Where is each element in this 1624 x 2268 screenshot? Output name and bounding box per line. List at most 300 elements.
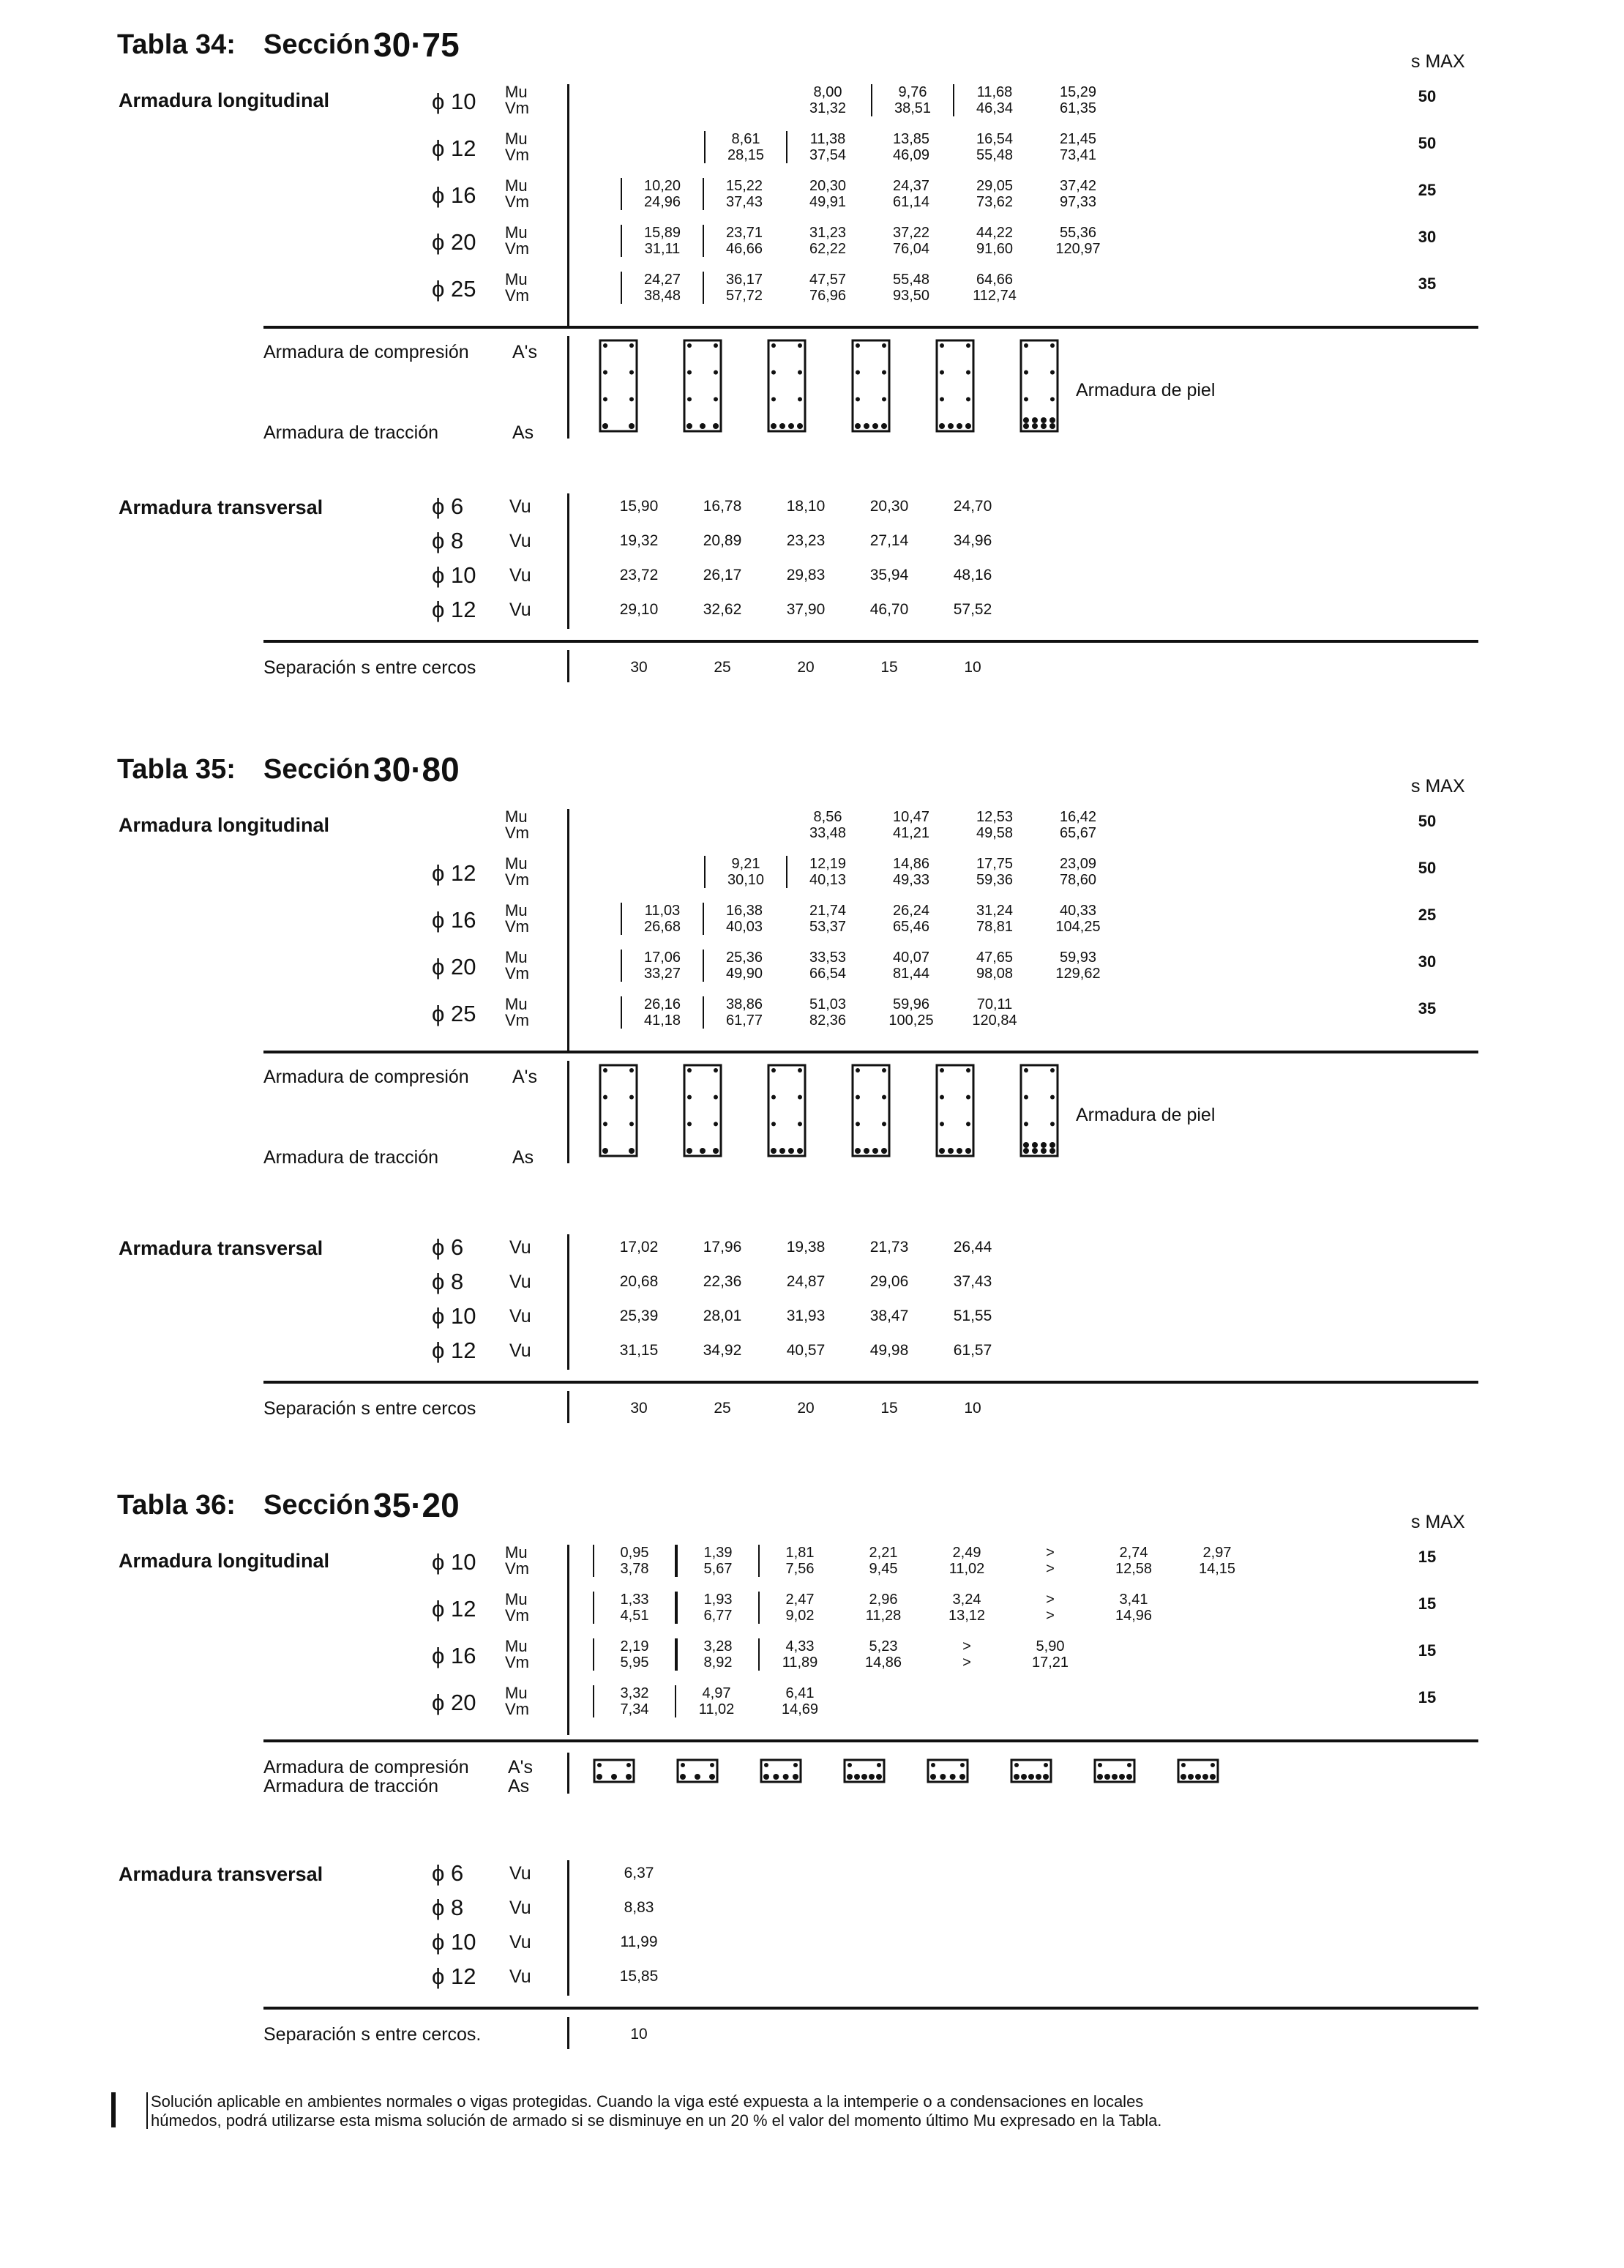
vm-value: 30,10 — [704, 872, 787, 888]
traction-symbol: As — [512, 1147, 534, 1168]
vu-value: 61,57 — [953, 1342, 992, 1359]
vm-value: 76,96 — [809, 288, 847, 304]
vu-value: 6,37 — [624, 1865, 654, 1881]
vu-value: 51,55 — [953, 1308, 992, 1324]
mu-value: 20,30 — [809, 178, 847, 194]
mu-value: 16,38 — [725, 903, 763, 919]
phi-label: ϕ 6 — [432, 1860, 464, 1886]
separation-label: Separación s entre cercos — [263, 657, 476, 678]
vm-value: 78,81 — [976, 919, 1014, 935]
vm-value: 17,21 — [1031, 1655, 1069, 1671]
section-label: Sección — [263, 1490, 370, 1521]
vm-value: 9,45 — [869, 1561, 898, 1577]
cross-section-icon — [599, 1064, 638, 1157]
cross-section-icon — [683, 339, 722, 433]
smax-value: 50 — [1418, 134, 1437, 152]
mu-value: 38,86 — [725, 996, 763, 1012]
vm-value: 38,51 — [871, 100, 954, 116]
vu-label: Vu — [509, 1932, 531, 1952]
mu-value: 47,57 — [809, 272, 847, 288]
vm-value: 97,33 — [1059, 194, 1097, 210]
column-rule — [567, 650, 569, 682]
mu-value: 23,09 — [1059, 856, 1097, 872]
phi-label: ϕ 16 — [432, 1643, 476, 1668]
vu-value: 37,90 — [786, 601, 826, 618]
mu-value: 47,65 — [976, 950, 1014, 966]
mu-label: Mu — [505, 83, 528, 101]
vm-value: 9,02 — [785, 1608, 815, 1624]
column-rule — [567, 1061, 569, 1163]
mu-value: 21,74 — [809, 903, 847, 919]
phi-label: ϕ 10 — [432, 1929, 476, 1955]
compression-symbol: A's — [512, 1067, 537, 1087]
vu-value: 19,32 — [619, 532, 659, 549]
vm-value: 24,96 — [621, 194, 704, 210]
vu-label: Vu — [509, 1966, 531, 1987]
vu-label: Vu — [509, 565, 531, 586]
mu-value: 2,21 — [869, 1545, 898, 1561]
phi-label: ϕ 10 — [432, 1549, 476, 1575]
mu-value: 40,33 — [1059, 903, 1097, 919]
mu-label: Mu — [505, 1684, 528, 1702]
column-rule — [567, 1234, 569, 1370]
vu-value: 34,92 — [703, 1342, 742, 1359]
vm-value: > — [1046, 1608, 1055, 1624]
mu-value: 37,22 — [892, 225, 930, 241]
phi-label: ϕ 8 — [432, 528, 464, 553]
vu-value: 32,62 — [703, 601, 742, 618]
phi-label: ϕ 16 — [432, 182, 476, 208]
vm-value: 66,54 — [809, 966, 847, 982]
phi-label: ϕ 10 — [432, 562, 476, 588]
smax-label: s MAX — [1411, 51, 1465, 72]
phi-label: ϕ 12 — [432, 597, 476, 622]
vm-value: 11,89 — [782, 1655, 818, 1671]
separation-value: 15 — [880, 659, 898, 676]
mu-value: 9,21 — [704, 856, 787, 872]
mu-value: > — [1046, 1545, 1055, 1561]
mu-label: Mu — [505, 130, 528, 148]
vu-value: 40,57 — [786, 1342, 826, 1359]
mu-label: Mu — [505, 807, 528, 826]
vm-value: 11,02 — [948, 1561, 985, 1577]
vm-value: 11,28 — [865, 1608, 902, 1624]
vm-value: 46,34 — [976, 100, 1014, 116]
vm-value: 65,46 — [892, 919, 930, 935]
vm-value: 129,62 — [1055, 966, 1101, 982]
mu-value: 25,36 — [725, 950, 763, 966]
mu-value: 1,33 — [593, 1592, 676, 1608]
cross-section-icon — [599, 339, 638, 433]
mu-value: 37,42 — [1059, 178, 1097, 194]
vm-value: 100,25 — [888, 1012, 934, 1029]
vm-value: 61,77 — [725, 1012, 763, 1029]
traction-symbol: As — [508, 1776, 530, 1797]
vu-value: 26,44 — [953, 1239, 992, 1256]
mu-value: 8,56 — [813, 809, 842, 825]
separation-value: 20 — [797, 1400, 815, 1417]
vu-value: 11,99 — [620, 1933, 658, 1950]
column-rule — [567, 1753, 569, 1794]
vm-value: 62,22 — [809, 241, 847, 257]
vm-value: 28,15 — [704, 147, 787, 163]
phi-label: ϕ 16 — [432, 907, 476, 933]
cross-section-icon — [927, 1758, 969, 1783]
phi-label: ϕ 12 — [432, 1596, 476, 1622]
cross-section-icon — [676, 1758, 719, 1783]
vm-value: 49,58 — [976, 825, 1014, 841]
vm-label: Vm — [505, 1011, 529, 1029]
smax-value: 35 — [1418, 275, 1437, 293]
cross-section-icon — [760, 1758, 802, 1783]
vu-value: 31,93 — [786, 1308, 826, 1324]
column-rule — [567, 809, 569, 1051]
vu-label: Vu — [509, 1340, 531, 1361]
column-rule — [567, 1860, 569, 1996]
vu-value: 8,83 — [624, 1899, 654, 1916]
vu-value: 20,30 — [869, 498, 909, 515]
mu-label: Mu — [505, 854, 528, 873]
separation-value: 10 — [964, 1400, 981, 1417]
mu-value: 3,41 — [1119, 1592, 1148, 1608]
mu-value: 33,53 — [809, 950, 847, 966]
vu-value: 19,38 — [786, 1239, 826, 1256]
trans-label: Armadura transversal — [119, 496, 323, 518]
mu-label: Mu — [505, 1637, 528, 1655]
mu-value: 2,74 — [1119, 1545, 1148, 1561]
cross-section-icon — [1019, 339, 1059, 433]
mu-value: 5,23 — [869, 1638, 898, 1655]
vu-label: Vu — [509, 496, 531, 517]
mu-value: 3,32 — [593, 1685, 676, 1701]
smax-value: 30 — [1418, 228, 1437, 246]
vu-value: 17,96 — [703, 1239, 742, 1256]
vu-value: 21,73 — [869, 1239, 909, 1256]
vm-value: 78,60 — [1059, 872, 1097, 888]
vu-label: Vu — [509, 600, 531, 620]
vm-value: 8,92 — [676, 1655, 760, 1671]
vm-value: > — [962, 1655, 971, 1671]
vu-value: 37,43 — [953, 1273, 992, 1290]
vu-value: 15,85 — [619, 1968, 659, 1985]
vu-label: Vu — [509, 1898, 531, 1918]
vm-value: 3,78 — [593, 1561, 676, 1577]
smax-value: 50 — [1418, 812, 1437, 830]
vu-value: 25,39 — [619, 1308, 659, 1324]
mu-value: 59,96 — [892, 996, 930, 1012]
cross-section-icon — [935, 1064, 975, 1157]
separation-value: 30 — [630, 1400, 648, 1417]
cross-section-icon — [1019, 1064, 1059, 1157]
vm-label: Vm — [505, 1653, 529, 1671]
vu-value: 27,14 — [869, 532, 909, 549]
vu-value: 26,17 — [703, 567, 742, 583]
vm-value: 26,68 — [621, 919, 704, 935]
mu-value: 51,03 — [809, 996, 847, 1012]
vm-value: 6,77 — [676, 1608, 760, 1624]
vm-value: 53,37 — [809, 919, 847, 935]
mu-label: Mu — [505, 223, 528, 242]
vu-value: 20,68 — [619, 1273, 659, 1290]
vm-label: Vm — [505, 964, 529, 982]
mu-value: 1,81 — [785, 1545, 815, 1561]
vm-value: 120,84 — [972, 1012, 1017, 1029]
mu-value: 2,97 — [1202, 1545, 1232, 1561]
separation-value: 10 — [964, 659, 981, 676]
vm-label: Vm — [505, 99, 529, 117]
vm-value: 37,54 — [809, 147, 847, 163]
mu-value: 8,61 — [704, 131, 787, 147]
vm-value: 81,44 — [892, 966, 930, 982]
mu-value: 12,53 — [976, 809, 1014, 825]
column-rule — [567, 2017, 569, 2049]
mu-value: 15,89 — [621, 225, 704, 241]
smax-value: 30 — [1418, 952, 1437, 971]
vm-value: 76,04 — [892, 241, 930, 257]
table-title: Tabla 34: — [117, 29, 236, 60]
vm-value: 59,36 — [976, 872, 1014, 888]
separation-label: Separación s entre cercos. — [263, 2024, 482, 2045]
section-rule — [263, 1381, 1478, 1384]
separation-value: 25 — [714, 659, 731, 676]
mu-value: 31,24 — [976, 903, 1014, 919]
vm-value: 46,66 — [725, 241, 763, 257]
compression-symbol: A's — [512, 342, 537, 362]
vm-value: 13,12 — [948, 1608, 986, 1624]
vm-value: 73,41 — [1059, 147, 1097, 163]
mu-value: 2,49 — [952, 1545, 981, 1561]
vm-value: 91,60 — [976, 241, 1014, 257]
vm-value: 7,56 — [785, 1561, 815, 1577]
smax-value: 25 — [1418, 181, 1437, 199]
vu-label: Vu — [509, 1306, 531, 1327]
compression-label: Armadura de compresión — [263, 342, 469, 362]
mu-value: > — [1046, 1592, 1055, 1608]
vm-label: Vm — [505, 824, 529, 842]
separation-label: Separación s entre cercos — [263, 1398, 476, 1419]
column-rule — [567, 1545, 569, 1735]
mu-value: 31,23 — [809, 225, 847, 241]
section-value: 30·80 — [373, 750, 460, 788]
vu-label: Vu — [509, 1863, 531, 1884]
mu-value: 8,00 — [813, 84, 842, 100]
vm-value: 82,36 — [809, 1012, 847, 1029]
vu-value: 31,15 — [619, 1342, 659, 1359]
vm-value: 98,08 — [976, 966, 1014, 982]
mu-value: 59,93 — [1059, 950, 1097, 966]
vm-value: 93,50 — [892, 288, 930, 304]
mu-value: > — [962, 1638, 971, 1655]
vm-label: Vm — [505, 1606, 529, 1624]
vm-value: 40,13 — [809, 872, 847, 888]
mu-value: 4,97 — [702, 1685, 731, 1701]
mu-label: Mu — [505, 176, 528, 195]
section-label: Sección — [263, 754, 370, 785]
traction-symbol: As — [512, 422, 534, 443]
vu-value: 16,78 — [703, 498, 742, 515]
mu-value: 2,19 — [593, 1638, 676, 1655]
phi-label: ϕ 25 — [432, 276, 476, 302]
vm-value: 14,86 — [864, 1655, 902, 1671]
vm-value: 11,02 — [698, 1701, 735, 1717]
smax-value: 15 — [1418, 1548, 1437, 1566]
separation-value: 10 — [630, 2026, 648, 2043]
mu-value: 23,71 — [725, 225, 763, 241]
vu-value: 20,89 — [703, 532, 742, 549]
vu-value: 22,36 — [703, 1273, 742, 1290]
vm-value: 37,43 — [725, 194, 763, 210]
vu-value: 29,06 — [869, 1273, 909, 1290]
vm-value: 14,15 — [1198, 1561, 1236, 1577]
vu-value: 29,10 — [619, 601, 659, 618]
phi-label: ϕ 10 — [432, 1303, 476, 1329]
compression-symbol: A's — [508, 1757, 533, 1778]
column-rule — [567, 1391, 569, 1423]
mu-value: 2,96 — [869, 1592, 898, 1608]
vm-value: 57,72 — [725, 288, 763, 304]
column-rule — [567, 84, 569, 326]
vu-value: 17,02 — [619, 1239, 659, 1256]
vu-value: 18,10 — [786, 498, 826, 515]
vm-value: 38,48 — [621, 288, 704, 304]
vu-value: 46,70 — [869, 601, 909, 618]
mu-value: 64,66 — [976, 272, 1014, 288]
phi-label: ϕ 25 — [432, 1001, 476, 1026]
smax-value: 25 — [1418, 906, 1437, 924]
vm-value: 49,91 — [809, 194, 847, 210]
cross-section-icon — [767, 1064, 807, 1157]
mu-value: 3,24 — [952, 1592, 981, 1608]
vm-label: Vm — [505, 1700, 529, 1718]
vm-label: Vm — [505, 917, 529, 936]
phi-label: ϕ 6 — [432, 1234, 464, 1260]
vu-value: 35,94 — [869, 567, 909, 583]
vu-value: 15,90 — [619, 498, 659, 515]
separation-value: 25 — [714, 1400, 731, 1417]
long-label: Armadura longitudinal — [119, 1550, 330, 1572]
vm-value: 41,21 — [892, 825, 930, 841]
traction-label: Armadura de tracción — [263, 1147, 439, 1168]
trans-label: Armadura transversal — [119, 1237, 323, 1259]
section-rule — [263, 2007, 1478, 2010]
compression-label: Armadura de compresión — [263, 1757, 469, 1778]
phi-label: ϕ 12 — [432, 1338, 476, 1363]
mu-value: 9,76 — [871, 84, 954, 100]
trans-label: Armadura transversal — [119, 1863, 323, 1885]
mu-value: 70,11 — [976, 996, 1013, 1012]
smax-value: 35 — [1418, 999, 1437, 1018]
cross-section-icon — [593, 1758, 635, 1783]
section-rule — [263, 1739, 1478, 1742]
vu-value: 38,47 — [869, 1308, 909, 1324]
vm-value: 14,96 — [1115, 1608, 1153, 1624]
footnote-rule — [146, 2092, 148, 2129]
cross-section-icon — [851, 1064, 891, 1157]
mu-value: 24,27 — [621, 272, 704, 288]
mu-value: 4,33 — [785, 1638, 815, 1655]
phi-label: ϕ 6 — [432, 493, 464, 519]
column-rule — [567, 336, 569, 439]
mu-label: Mu — [505, 270, 528, 288]
long-label: Armadura longitudinal — [119, 814, 330, 836]
vu-value: 23,72 — [619, 567, 659, 583]
phi-label: ϕ 20 — [432, 229, 476, 255]
vu-label: Vu — [509, 1237, 531, 1258]
table-title: Tabla 36: — [117, 1490, 236, 1521]
mu-value: 10,47 — [892, 809, 930, 825]
smax-value: 15 — [1418, 1688, 1437, 1706]
separation-value: 15 — [880, 1400, 898, 1417]
skin-label: Armadura de piel — [1076, 380, 1216, 400]
mu-value: 17,75 — [976, 856, 1014, 872]
vm-value: 5,95 — [593, 1655, 676, 1671]
cross-section-icon — [767, 339, 807, 433]
vm-value: 112,74 — [973, 288, 1017, 304]
vm-value: 65,67 — [1059, 825, 1097, 841]
cross-section-icon — [1177, 1758, 1219, 1783]
section-rule — [263, 640, 1478, 643]
section-value: 30·75 — [373, 26, 460, 64]
column-rule — [567, 493, 569, 629]
vm-label: Vm — [505, 1559, 529, 1578]
vu-value: 29,83 — [786, 567, 826, 583]
cross-section-icon — [1093, 1758, 1136, 1783]
smax-value: 50 — [1418, 859, 1437, 877]
cross-section-icon — [935, 339, 975, 433]
phi-label: ϕ 20 — [432, 1690, 476, 1715]
mu-value: 36,17 — [725, 272, 763, 288]
mu-value: 11,38 — [809, 131, 846, 147]
phi-label: ϕ 8 — [432, 1895, 464, 1920]
smax-value: 50 — [1418, 87, 1437, 105]
mu-value: 15,29 — [1059, 84, 1097, 100]
mu-value: 26,16 — [621, 996, 704, 1012]
mu-value: 13,85 — [892, 131, 930, 147]
mu-value: 26,24 — [892, 903, 930, 919]
vm-value: 33,48 — [809, 825, 847, 841]
phi-label: ϕ 20 — [432, 954, 476, 980]
vu-value: 49,98 — [869, 1342, 909, 1359]
mu-value: 17,06 — [621, 950, 704, 966]
mu-value: 5,90 — [1036, 1638, 1065, 1655]
mu-value: 55,36 — [1059, 225, 1097, 241]
vm-value: 7,34 — [593, 1701, 676, 1717]
vm-value: 104,25 — [1055, 919, 1101, 935]
vm-value: 73,62 — [976, 194, 1014, 210]
vm-value: 61,14 — [892, 194, 930, 210]
vm-value: 33,27 — [621, 966, 704, 982]
traction-label: Armadura de tracción — [263, 1776, 439, 1797]
footnote-bar — [111, 2092, 116, 2127]
vm-label: Vm — [505, 870, 529, 889]
mu-value: 2,47 — [785, 1592, 815, 1608]
footnote-line-2: húmedos, podrá utilizarse esta misma solución de armado si se disminuye en un 20 % el valor del momento último Mu expresado en la Tabla. — [151, 2111, 1162, 2130]
mu-value: 24,37 — [892, 178, 930, 194]
vu-label: Vu — [509, 1272, 531, 1292]
cross-section-icon — [683, 1064, 722, 1157]
section-rule — [263, 326, 1478, 329]
compression-label: Armadura de compresión — [263, 1067, 469, 1087]
mu-label: Mu — [505, 901, 528, 919]
mu-value: 29,05 — [976, 178, 1014, 194]
vu-value: 34,96 — [953, 532, 992, 549]
vm-value: 49,90 — [725, 966, 763, 982]
mu-value: 1,39 — [676, 1545, 760, 1561]
vm-value: 40,03 — [725, 919, 763, 935]
vu-value: 24,87 — [786, 1273, 826, 1290]
phi-label: ϕ 12 — [432, 860, 476, 886]
cross-section-icon — [843, 1758, 886, 1783]
